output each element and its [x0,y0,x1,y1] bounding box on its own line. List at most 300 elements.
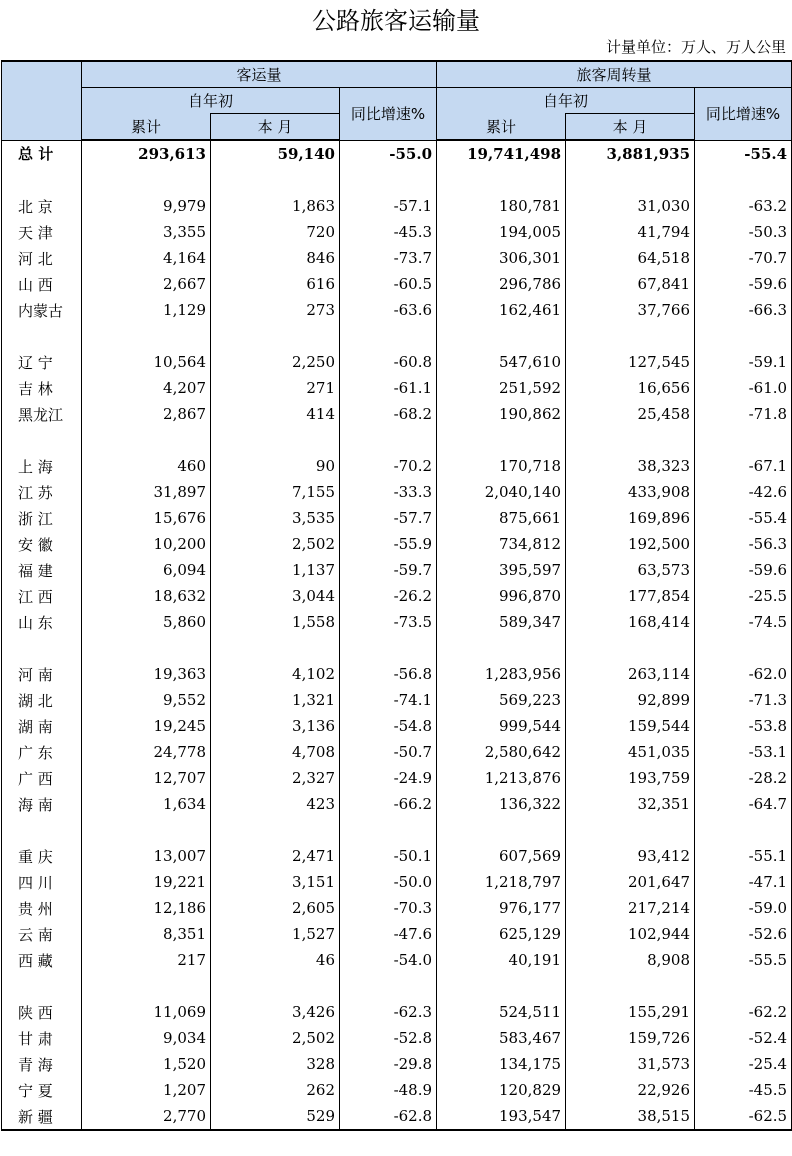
turnover-month: 159,544 [566,713,695,739]
empty-cell [437,817,566,843]
volume-month: 3,044 [211,583,340,609]
turnover-ytd: 19,741,498 [437,140,566,167]
volume-ytd: 10,200 [82,531,211,557]
turnover-month: 92,899 [566,687,695,713]
volume-yoy: -73.7 [340,245,437,271]
empty-cell [2,635,82,661]
volume-ytd: 19,221 [82,869,211,895]
volume-ytd: 1,129 [82,297,211,323]
table-row [2,1103,792,1130]
empty-cell [340,427,437,453]
table-row [2,661,792,687]
empty-cell [437,323,566,349]
turnover-month: 67,841 [566,271,695,297]
spacer-row [2,973,792,999]
turnover-ytd: 136,322 [437,791,566,817]
volume-ytd: 9,979 [82,193,211,219]
turnover-month: 433,908 [566,479,695,505]
turnover-yoy: -59.0 [695,895,792,921]
turnover-yoy: -56.3 [695,531,792,557]
turnover-ytd: 607,569 [437,843,566,869]
table-row [2,583,792,609]
region-name: 北 京 [2,193,82,219]
empty-cell [340,323,437,349]
volume-ytd: 2,770 [82,1103,211,1130]
volume-month: 1,527 [211,921,340,947]
turnover-yoy: -53.1 [695,739,792,765]
empty-cell [437,427,566,453]
volume-ytd: 11,069 [82,999,211,1025]
table-row [2,349,792,375]
turnover-yoy: -55.1 [695,843,792,869]
volume-yoy: -33.3 [340,479,437,505]
empty-cell [211,427,340,453]
volume-month: 2,502 [211,1025,340,1051]
region-name: 山 西 [2,271,82,297]
volume-yoy-header: 同比增速% [340,88,437,141]
empty-cell [437,973,566,999]
empty-cell [695,323,792,349]
region-name: 江 西 [2,583,82,609]
region-name: 福 建 [2,557,82,583]
volume-month: 2,471 [211,843,340,869]
turnover-ytd: 180,781 [437,193,566,219]
volume-ytd: 13,007 [82,843,211,869]
volume-yoy: -62.3 [340,999,437,1025]
empty-cell [437,167,566,193]
table-row [2,193,792,219]
region-name: 海 南 [2,791,82,817]
volume-month: 1,321 [211,687,340,713]
volume-ytd: 1,520 [82,1051,211,1077]
volume-yoy: -62.8 [340,1103,437,1130]
volume-yoy: -54.8 [340,713,437,739]
volume-ytd: 1,207 [82,1077,211,1103]
table-row [2,609,792,635]
table-row [2,401,792,427]
volume-yoy: -68.2 [340,401,437,427]
volume-month: 271 [211,375,340,401]
turnover-month: 217,214 [566,895,695,921]
region-name: 重 庆 [2,843,82,869]
turnover-month: 263,114 [566,661,695,687]
volume-ytd: 12,707 [82,765,211,791]
empty-cell [695,635,792,661]
turnover-yoy: -55.5 [695,947,792,973]
region-name: 宁 夏 [2,1077,82,1103]
turnover-yoy: -64.7 [695,791,792,817]
volume-ytd: 217 [82,947,211,973]
empty-cell [695,973,792,999]
turnover-month: 127,545 [566,349,695,375]
turnover-yoy: -71.8 [695,401,792,427]
turnover-month: 451,035 [566,739,695,765]
volume-yoy: -26.2 [340,583,437,609]
turnover-ytd: 996,870 [437,583,566,609]
region-name: 新 疆 [2,1103,82,1130]
turnover-ytd: 1,213,876 [437,765,566,791]
table-row [2,1077,792,1103]
turnover-ytd: 2,580,642 [437,739,566,765]
volume-yoy: -74.1 [340,687,437,713]
empty-cell [211,323,340,349]
volume-ytd: 2,667 [82,271,211,297]
empty-cell [2,817,82,843]
volume-month: 46 [211,947,340,973]
volume-yoy: -55.0 [340,140,437,167]
volume-yoy: -54.0 [340,947,437,973]
region-name: 天 津 [2,219,82,245]
empty-cell [566,817,695,843]
volume-month: 3,151 [211,869,340,895]
region-name: 吉 林 [2,375,82,401]
turnover-yoy: -59.6 [695,271,792,297]
volume-month: 3,535 [211,505,340,531]
turnover-month-header: 本 月 [566,114,695,141]
volume-month: 328 [211,1051,340,1077]
volume-ytd: 293,613 [82,140,211,167]
table-row [2,1025,792,1051]
volume-ytd: 3,355 [82,219,211,245]
volume-ytd: 18,632 [82,583,211,609]
empty-cell [340,973,437,999]
volume-month-header: 本 月 [211,114,340,141]
empty-cell [566,973,695,999]
volume-month: 59,140 [211,140,340,167]
turnover-month: 22,926 [566,1077,695,1103]
volume-ytd: 9,034 [82,1025,211,1051]
volume-month: 3,426 [211,999,340,1025]
region-name: 总 计 [2,140,82,167]
region-name: 青 海 [2,1051,82,1077]
volume-ytd: 19,363 [82,661,211,687]
turnover-ytd: 296,786 [437,271,566,297]
turnover-month: 102,944 [566,921,695,947]
spacer-row [2,427,792,453]
turnover-ytd: 162,461 [437,297,566,323]
empty-cell [82,323,211,349]
region-name: 安 徽 [2,531,82,557]
turnover-yoy: -74.5 [695,609,792,635]
turnover-month: 201,647 [566,869,695,895]
spacer-row [2,635,792,661]
empty-cell [211,817,340,843]
turnover-ytd: 190,862 [437,401,566,427]
empty-cell [695,427,792,453]
turnover-month: 168,414 [566,609,695,635]
table-row [2,271,792,297]
region-name: 上 海 [2,453,82,479]
turnover-yoy: -25.5 [695,583,792,609]
turnover-ytd: 875,661 [437,505,566,531]
passenger-volume-header: 客运量 [82,61,437,88]
turnover-ytd: 569,223 [437,687,566,713]
empty-cell [340,817,437,843]
turnover-yoy-header: 同比增速% [695,88,792,141]
table-row [2,219,792,245]
turnover-ytd: 2,040,140 [437,479,566,505]
volume-month: 720 [211,219,340,245]
volume-ytd: 31,897 [82,479,211,505]
turnover-month: 93,412 [566,843,695,869]
table-row [2,869,792,895]
table-row [2,921,792,947]
table-row [2,791,792,817]
volume-month: 414 [211,401,340,427]
turnover-month: 41,794 [566,219,695,245]
turnover-yoy: -25.4 [695,1051,792,1077]
turnover-yoy: -62.0 [695,661,792,687]
empty-cell [566,427,695,453]
turnover-ytd: 625,129 [437,921,566,947]
empty-cell [340,167,437,193]
turnover-ytd: 251,592 [437,375,566,401]
volume-yoy: -66.2 [340,791,437,817]
turnover-month: 64,518 [566,245,695,271]
empty-cell [566,635,695,661]
turnover-yoy: -67.1 [695,453,792,479]
unit-note: 计量单位：万人、万人公里 [605,38,786,56]
turnover-ytd: 547,610 [437,349,566,375]
turnover-yoy: -71.3 [695,687,792,713]
volume-ytd: 19,245 [82,713,211,739]
region-header-cell [2,61,82,140]
empty-cell [2,427,82,453]
volume-yoy: -48.9 [340,1077,437,1103]
turnover-ytd: 194,005 [437,219,566,245]
turnover-ytd: 734,812 [437,531,566,557]
volume-month: 273 [211,297,340,323]
volume-yoy: -45.3 [340,219,437,245]
volume-yoy: -70.2 [340,453,437,479]
turnover-yoy: -45.5 [695,1077,792,1103]
volume-month: 2,250 [211,349,340,375]
turnover-ytd: 170,718 [437,453,566,479]
volume-month: 262 [211,1077,340,1103]
turnover-ytd: 589,347 [437,609,566,635]
empty-cell [82,973,211,999]
turnover-yoy: -52.6 [695,921,792,947]
turnover-yoy: -42.6 [695,479,792,505]
region-name: 西 藏 [2,947,82,973]
region-name: 广 西 [2,765,82,791]
turnover-ytd: 524,511 [437,999,566,1025]
turnover-yoy: -52.4 [695,1025,792,1051]
volume-ytd: 1,634 [82,791,211,817]
turnover-ytd-header-bottom: 累计 [437,114,566,141]
volume-month: 2,502 [211,531,340,557]
empty-cell [437,635,566,661]
spacer-row [2,167,792,193]
empty-cell [82,167,211,193]
turnover-month: 193,759 [566,765,695,791]
table-row [2,1051,792,1077]
volume-month: 90 [211,453,340,479]
volume-ytd: 24,778 [82,739,211,765]
volume-ytd: 8,351 [82,921,211,947]
turnover-yoy: -62.2 [695,999,792,1025]
table-row [2,713,792,739]
region-name: 黑龙江 [2,401,82,427]
turnover-yoy: -59.1 [695,349,792,375]
empty-cell [695,167,792,193]
volume-ytd-header-bottom: 累计 [82,114,211,141]
table-row [2,557,792,583]
turnover-month: 37,766 [566,297,695,323]
volume-month: 529 [211,1103,340,1130]
volume-yoy: -50.7 [340,739,437,765]
volume-yoy: -63.6 [340,297,437,323]
volume-month: 423 [211,791,340,817]
turnover-yoy: -53.8 [695,713,792,739]
volume-yoy: -73.5 [340,609,437,635]
volume-ytd-header-top: 自年初 [82,88,340,114]
volume-ytd: 5,860 [82,609,211,635]
volume-month: 3,136 [211,713,340,739]
volume-month: 1,558 [211,609,340,635]
region-name: 河 南 [2,661,82,687]
region-name: 湖 北 [2,687,82,713]
table-row [2,505,792,531]
volume-month: 846 [211,245,340,271]
table-row [2,739,792,765]
region-name: 内蒙古 [2,297,82,323]
spacer-row [2,323,792,349]
volume-yoy: -50.1 [340,843,437,869]
total-row [2,140,792,167]
spacer-row [2,817,792,843]
turnover-yoy: -62.5 [695,1103,792,1130]
region-name: 江 苏 [2,479,82,505]
volume-month: 4,708 [211,739,340,765]
turnover-yoy: -50.3 [695,219,792,245]
volume-month: 1,137 [211,557,340,583]
turnover-ytd: 306,301 [437,245,566,271]
volume-yoy: -24.9 [340,765,437,791]
volume-yoy: -47.6 [340,921,437,947]
region-name: 浙 江 [2,505,82,531]
empty-cell [82,635,211,661]
table-row [2,765,792,791]
volume-yoy: -50.0 [340,869,437,895]
turnover-yoy: -55.4 [695,505,792,531]
passenger-transport-table [1,60,792,1131]
volume-month: 4,102 [211,661,340,687]
page-title: 公路旅客运输量 [312,7,480,35]
turnover-ytd: 583,467 [437,1025,566,1051]
region-name: 四 川 [2,869,82,895]
turnover-ytd: 193,547 [437,1103,566,1130]
turnover-month: 3,881,935 [566,140,695,167]
turnover-ytd: 395,597 [437,557,566,583]
volume-yoy: -61.1 [340,375,437,401]
empty-cell [2,973,82,999]
region-name: 河 北 [2,245,82,271]
volume-ytd: 460 [82,453,211,479]
volume-yoy: -52.8 [340,1025,437,1051]
volume-month: 7,155 [211,479,340,505]
volume-month: 1,863 [211,193,340,219]
turnover-month: 16,656 [566,375,695,401]
turnover-month: 177,854 [566,583,695,609]
empty-cell [82,817,211,843]
turnover-month: 25,458 [566,401,695,427]
table-row [2,687,792,713]
volume-yoy: -59.7 [340,557,437,583]
turnover-ytd: 1,218,797 [437,869,566,895]
turnover-month: 31,573 [566,1051,695,1077]
region-name: 湖 南 [2,713,82,739]
table-row [2,999,792,1025]
turnover-ytd: 40,191 [437,947,566,973]
volume-yoy: -60.8 [340,349,437,375]
turnover-month: 192,500 [566,531,695,557]
turnover-month: 63,573 [566,557,695,583]
table-row [2,843,792,869]
table-row [2,297,792,323]
table-row [2,531,792,557]
empty-cell [2,323,82,349]
volume-ytd: 6,094 [82,557,211,583]
turnover-ytd: 999,544 [437,713,566,739]
region-name: 山 东 [2,609,82,635]
region-name: 云 南 [2,921,82,947]
empty-cell [566,323,695,349]
table-row [2,245,792,271]
volume-ytd: 2,867 [82,401,211,427]
volume-ytd: 9,552 [82,687,211,713]
region-name: 甘 肃 [2,1025,82,1051]
empty-cell [695,817,792,843]
region-name: 辽 宁 [2,349,82,375]
region-name: 广 东 [2,739,82,765]
turnover-month: 169,896 [566,505,695,531]
region-name: 陕 西 [2,999,82,1025]
volume-yoy: -57.7 [340,505,437,531]
turnover-ytd: 976,177 [437,895,566,921]
volume-yoy: -57.1 [340,193,437,219]
region-name: 贵 州 [2,895,82,921]
table-row [2,453,792,479]
volume-ytd: 10,564 [82,349,211,375]
empty-cell [211,635,340,661]
turnover-month: 31,030 [566,193,695,219]
volume-ytd: 4,207 [82,375,211,401]
turnover-month: 155,291 [566,999,695,1025]
turnover-ytd: 120,829 [437,1077,566,1103]
turnover-month: 38,323 [566,453,695,479]
turnover-ytd: 1,283,956 [437,661,566,687]
volume-ytd: 4,164 [82,245,211,271]
volume-month: 2,605 [211,895,340,921]
empty-cell [340,635,437,661]
turnover-month: 32,351 [566,791,695,817]
turnover-month: 38,515 [566,1103,695,1130]
turnover-yoy: -66.3 [695,297,792,323]
turnover-yoy: -59.6 [695,557,792,583]
turnover-ytd-header-top: 自年初 [437,88,695,114]
empty-cell [211,973,340,999]
table-row [2,947,792,973]
empty-cell [82,427,211,453]
turnover-yoy: -61.0 [695,375,792,401]
volume-month: 2,327 [211,765,340,791]
volume-yoy: -55.9 [340,531,437,557]
passenger-turnover-header: 旅客周转量 [437,61,792,88]
turnover-yoy: -55.4 [695,140,792,167]
table-body [2,140,792,1130]
volume-ytd: 12,186 [82,895,211,921]
